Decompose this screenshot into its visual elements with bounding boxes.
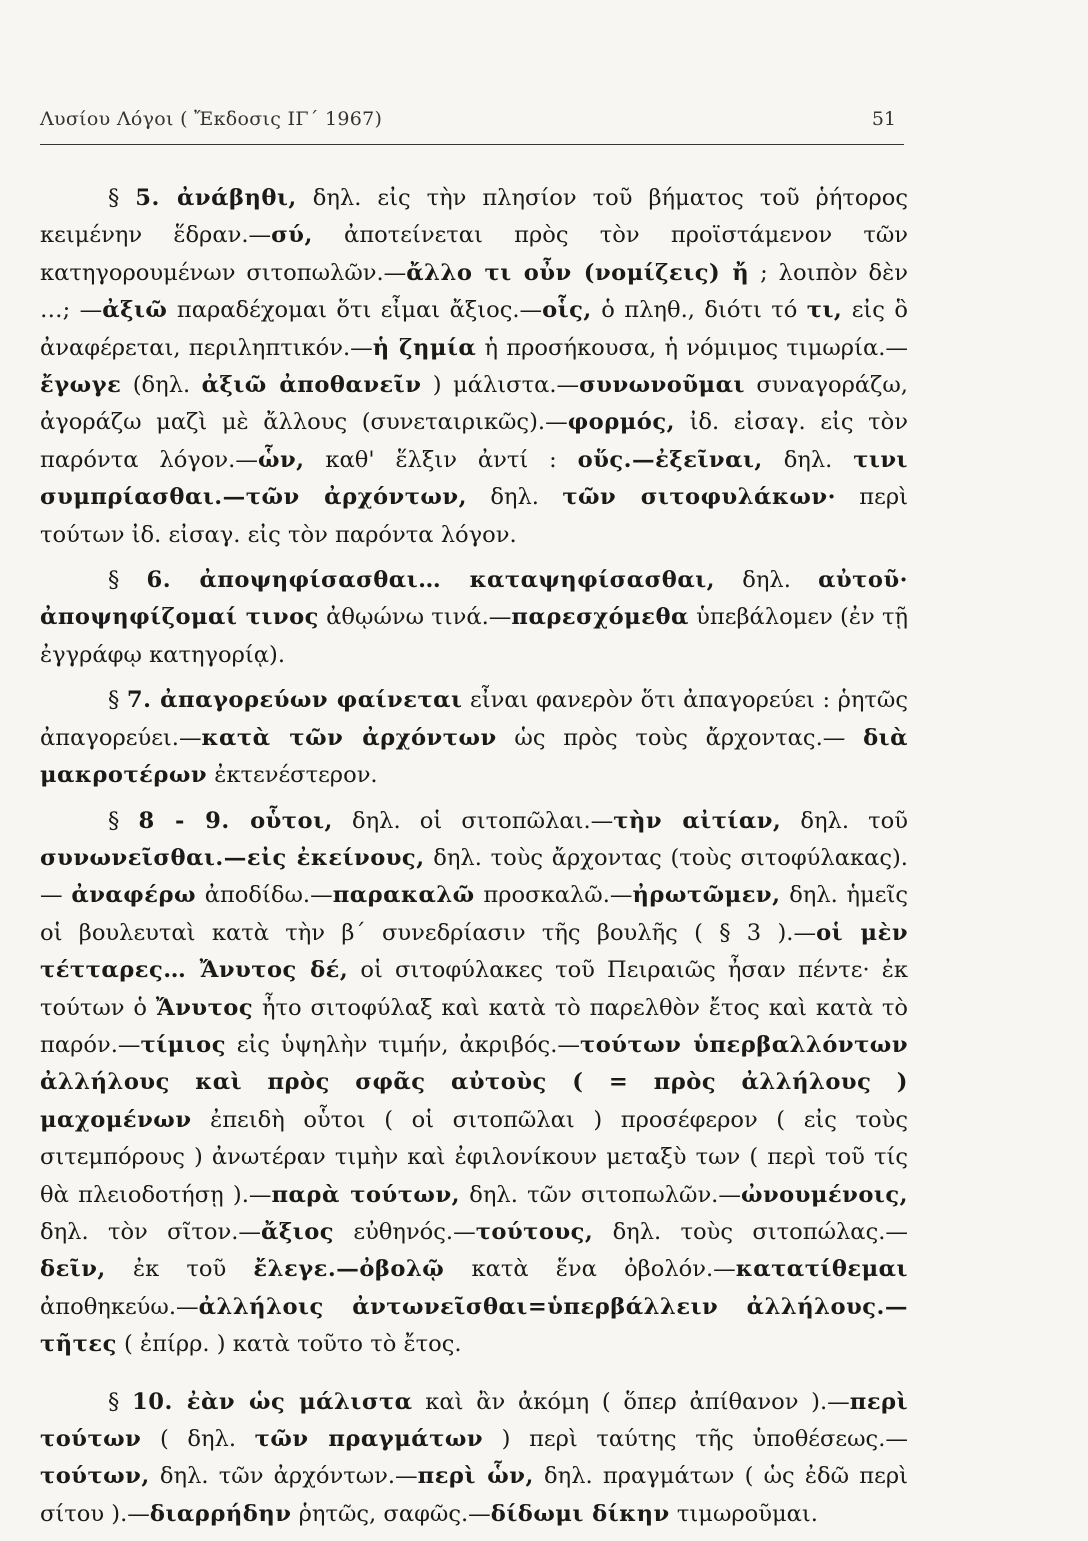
lemma: περὶ ὧν, <box>417 1463 534 1490</box>
lemma: τίμιος <box>140 1031 226 1058</box>
lemma: δίδωμι δίκην <box>490 1500 670 1527</box>
lemma: ἔλεγε.—ὀβολῷ <box>253 1256 445 1283</box>
lemma: τῶν πραγμάτων <box>254 1426 484 1452</box>
lemma: τῶν σιτοφυλάκων· <box>562 484 836 511</box>
gloss-text: παραδέχομαι ὅτι εἶμαι ἄξιος.— <box>167 297 543 324</box>
gloss-text: ἡ προσήκουσα, ἡ νόμιμος τιμωρία.— <box>476 334 908 361</box>
lemma: διὰ μακροτέρων <box>40 724 908 789</box>
lemma: παρεσχόμεθα <box>511 604 689 631</box>
lemma: τὴν αἰτίαν, <box>613 807 782 834</box>
gloss-text: εἰς ὑψηλὴν τιμήν, ἀκριβός.— <box>225 1031 580 1058</box>
gloss-text: ) μάλιστα.— <box>421 372 580 399</box>
gloss-text: οἱ σιτοφύλακες τοῦ Πειραιῶς ἦσαν πέντε· ἐκ τούτων ὁ <box>40 957 908 1021</box>
gloss-text: ἀποτείνεται πρὸς τὸν προϊστάμενον τῶν κατηγορουμένων σιτοπωλῶν.— <box>40 222 908 286</box>
section-sign: § <box>108 807 139 834</box>
lemma: Ἄνυτος <box>155 994 254 1021</box>
lemma: τούτων ὑπερβαλλόντων ἀλλήλους καὶ πρὸς σφᾶς αὐτοὺς ( = πρὸς ἀλλήλους ) μαχομένων <box>40 1031 908 1133</box>
lemma: ὧν, <box>257 446 305 473</box>
lemma: 6. ἀποψηφίσασθαι… καταψηφίσασθαι, <box>146 567 716 594</box>
page-number: 51 <box>871 108 896 130</box>
lemma: κατατίθεμαι <box>735 1256 908 1283</box>
paragraph-spacer <box>40 1372 908 1384</box>
section-10-paragraph <box>40 1384 908 1534</box>
lemma: δεῖν, <box>40 1256 106 1283</box>
section-5-paragraph <box>40 180 908 554</box>
lemma: τούτων, <box>40 1463 150 1490</box>
gloss-text: προσκαλῶ.— <box>474 882 633 909</box>
lemma: ἀναφέρω <box>71 882 196 909</box>
lemma: 8 - 9. οὗτοι, <box>138 807 333 834</box>
gloss-text: καθ' ἕλξιν ἀντί : <box>304 446 578 473</box>
gloss-text: δηλ. <box>466 484 563 511</box>
gloss-text: τιμωροῦμαι. <box>669 1500 818 1527</box>
lemma: ἄξιος <box>261 1218 335 1245</box>
lemma: διαρρήδην <box>149 1500 292 1527</box>
gloss-text: εἶναι φανερὸν ὅτι ἀπαγορεύει : ῥητῶς ἀπαγορεύει.— <box>40 687 909 751</box>
lemma: παρακαλῶ <box>332 882 475 909</box>
gloss-text: δηλ. τῶν ἀρχόντων.— <box>149 1463 418 1490</box>
gloss-text: ἦτο σιτοφύλαξ καὶ κατὰ τὸ παρελθὸν ἔτος καὶ κατὰ τὸ παρόν.— <box>40 994 908 1058</box>
gloss-text: ἀποδίδω.— <box>195 882 333 909</box>
gloss-text: δηλ. τοὺς σιτοπώλας.— <box>593 1218 908 1245</box>
lemma: παρὰ τούτων, <box>271 1181 460 1208</box>
lemma: 7. ἀπαγορεύων φαίνεται <box>126 687 463 714</box>
lemma: ἠρωτῶμεν, <box>632 882 781 909</box>
lemma: τι, <box>806 297 843 324</box>
gloss-text: δηλ. <box>762 446 854 473</box>
gloss-text: δηλ. <box>715 567 819 594</box>
gloss-text: ( δηλ. <box>141 1426 255 1452</box>
lemma: οἱ μὲν τέτταρες… Ἄνυτος δέ, <box>40 919 908 984</box>
gloss-text: ἐπειδὴ οὗτοι ( οἱ σιτοπῶλαι ) προσέφερον ( εἰς τοὺς σιτεμπόρους ) ἀνωτέραν τιμὴν καὶ ἐφιλονίκουν μεταξὺ των ( περὶ τοῦ τίς θὰ πλειοδοτήσῃ ).— <box>40 1106 908 1208</box>
lemma: τούτους, <box>475 1218 594 1245</box>
lemma: ἀλλήλοις ἀντωνεῖσθαι=ὑπερβάλλειν ἀλλήλους.—τῆτες <box>40 1293 908 1358</box>
gloss-text: δηλ. τοὺς ἄρχοντας (τοὺς σιτοφύλακας).— <box>40 844 908 909</box>
gloss-text: ) περὶ ταύτης τῆς ὑποθέσεως.— <box>483 1426 908 1452</box>
gloss-text: ; λοιπὸν δὲν …; — <box>40 259 909 324</box>
gloss-text: ( ἐπίρρ. ) κατὰ τοῦτο τὸ ἔτος. <box>116 1331 462 1358</box>
running-title: Λυσίου Λόγοι ( Ἔκδοσις ΙΓ΄ 1967) <box>40 108 383 130</box>
gloss-text: (δηλ. <box>121 372 202 399</box>
gloss-text: δηλ. οἱ σιτοπῶλαι.— <box>332 807 614 834</box>
gloss-text: εἰς ὃ ἀναφέρεται, περιληπτικόν.— <box>40 297 908 361</box>
section-sign: § <box>108 1388 133 1415</box>
gloss-text: ἀποθηκεύω.— <box>40 1293 199 1320</box>
lemma: περὶ τούτων <box>40 1388 909 1452</box>
running-header <box>40 100 904 145</box>
section-7-paragraph <box>40 682 908 794</box>
gloss-text: ἰδ. εἰσαγ. εἰς τὸν παρόντα λόγον.— <box>40 409 908 473</box>
commentary-body <box>40 180 908 1541</box>
gloss-text: ὡς πρὸς τοὺς ἄρχοντας.— <box>496 724 864 751</box>
gloss-text: ἐκ τοῦ <box>105 1256 254 1283</box>
section-sign: § <box>108 687 127 714</box>
lemma: ἔγωγε <box>40 372 122 399</box>
gloss-text: δηλ. πραγμάτων ( ὡς ἐδῶ περὶ σίτου ).— <box>40 1463 908 1527</box>
gloss-text: ὑπεβάλομεν (ἐν τῇ ἐγγράφῳ κατηγορίᾳ). <box>40 604 908 668</box>
gloss-text: καὶ ἂν ἀκόμη ( ὅπερ ἀπίθανον ).— <box>412 1388 850 1415</box>
gloss-text: δηλ. εἰς τὴν πλησίον τοῦ βήματος τοῦ ῥήτορος κειμένην ἕδραν.— <box>40 185 908 249</box>
lemma: 10. ἐὰν ὡς μάλιστα <box>132 1388 413 1415</box>
gloss-text: δηλ. τῶν σιτοπωλῶν.— <box>459 1181 741 1208</box>
lemma: συνωνεῖσθαι.—εἰς ἐκείνους, <box>40 844 425 871</box>
gloss-text: ῥητῶς, σαφῶς.— <box>291 1500 491 1527</box>
lemma: σύ, <box>271 222 313 249</box>
lemma: φορμός, <box>567 409 675 436</box>
gloss-text: δηλ. ἡμεῖς οἱ βουλευταὶ κατὰ τὴν β΄ συνεδρίασιν τῆς βουλῆς ( § 3 ).— <box>40 882 908 946</box>
gloss-text: ἀθῳώνω τινά.— <box>318 604 512 631</box>
lemma: ὠνουμένοις, <box>740 1181 908 1208</box>
lemma: τινι συμπρίασθαι.—τῶν ἀρχόντων, <box>40 446 908 511</box>
gloss-text: δηλ. τὸν σῖτον.— <box>40 1218 262 1245</box>
lemma: ἀξιῶ ἀποθανεῖν <box>201 372 422 399</box>
gloss-text: συναγοράζω, ἀγοράζω μαζὶ μὲ ἄλλους (συνεταιρικῶς).— <box>40 372 908 436</box>
lemma: 5. ἀνάβηθι, <box>135 185 297 211</box>
lemma: ἄλλο τι οὖν (νομίζεις) ἤ <box>406 259 750 286</box>
lemma: κατὰ τῶν ἀρχόντων <box>201 724 497 751</box>
gloss-text: δηλ. τοῦ <box>781 807 909 834</box>
lemma: ἀξιῶ <box>102 297 168 324</box>
section-sign: § <box>108 567 147 594</box>
gloss-text: ὁ πληθ., διότι τό <box>591 297 807 324</box>
lemma: συνωνοῦμαι <box>579 372 745 399</box>
gloss-text: εὐθηνός.— <box>334 1218 476 1245</box>
section-8-9-paragraph <box>40 803 908 1364</box>
section-6-paragraph <box>40 562 908 674</box>
lemma: οἷς, <box>542 297 592 324</box>
lemma: ἡ ζημία <box>372 334 477 361</box>
lemma: οὕς.—ἐξεῖναι, <box>577 446 763 473</box>
gloss-text: κατὰ ἕνα ὀβολόν.— <box>444 1256 736 1283</box>
lemma: αὐτοῦ· ἀποψηφίζομαί τινος <box>40 567 908 631</box>
section-sign: § <box>108 185 136 211</box>
gloss-text: ἐκτενέστερον. <box>207 762 378 789</box>
gloss-text: περὶ τούτων ἰδ. εἰσαγ. εἰς τὸν παρόντα λόγον. <box>40 484 908 548</box>
